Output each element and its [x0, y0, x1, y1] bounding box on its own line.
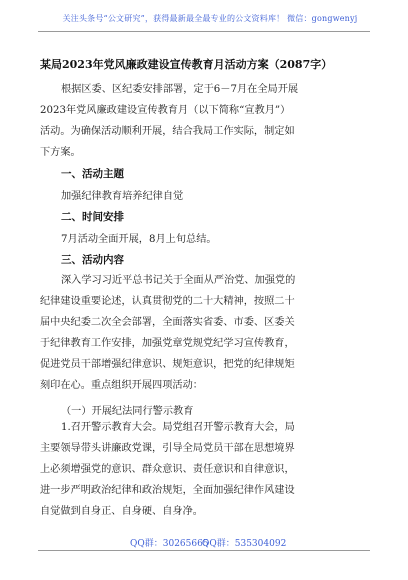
subsection-line: 上必须增强党的意识、群众意识、责任意识和自律意识，	[40, 464, 295, 475]
content-line: 深入学习习近平总书记关于全面从严治党、加强党的	[61, 275, 296, 286]
subsection-heading: （一）开展纪法同行警示教育	[61, 406, 194, 417]
content-paragraph	[40, 270, 372, 396]
footer-qq-group-2: QQ群：535304092	[202, 539, 287, 549]
intro-line: 根据区委、区纪委安排部署，定于6－7月在全局开展	[61, 84, 299, 95]
content-line: 于纪律教育工作安排，加强党章党规党纪学习宣传教育，	[40, 338, 295, 349]
content-line: 促进党员干部增强纪律意识、规矩意识，把党的纪律规矩	[40, 359, 295, 370]
header-banner: 关注头条号“公文研究”，获得最新最全最专业的公文资料库！ 微信：gongwenyj	[62, 14, 358, 23]
footer-qq-group-1: QQ群：30265665	[130, 539, 209, 549]
intro-line: 2023年党风廉政建设宣传教育月（以下简称“宣教月”）	[40, 105, 291, 116]
intro-line: 下方案。	[40, 147, 81, 158]
content-line: 刻印在心。重点组织开展四项活动：	[40, 380, 203, 391]
footer-divider	[38, 550, 370, 551]
intro-line: 活动。为确保活动顺利开展，结合我局工作实际，制定如	[40, 126, 295, 137]
subsection-paragraph	[40, 417, 372, 522]
section-heading-content: 三、活动内容	[61, 254, 124, 266]
subsection-line: 自觉做到自身正、自身硬、自身净。	[40, 506, 203, 517]
subsection-line: 1.召开警示教育大会。局党组召开警示教育大会，局	[61, 422, 295, 433]
intro-paragraph	[40, 79, 372, 163]
document-title: 某局2023年党风廉政建设宣传教育月活动方案（2087字）	[40, 58, 333, 71]
subsection-line: 进一步严明政治纪律和政治规矩，全面加强纪律作风建设	[40, 485, 295, 496]
section-text-schedule: 7月活动全面开展，8月上旬总结。	[61, 234, 217, 245]
content-line: 届中央纪委二次全会部署，全面落实省委、市委、区委关	[40, 317, 295, 328]
section-heading-schedule: 二、时间安排	[61, 211, 124, 223]
section-heading-theme: 一、活动主题	[61, 168, 124, 180]
section-text-theme: 加强纪律教育培养纪律自觉	[61, 191, 184, 202]
content-line: 纪律建设重要论述，认真贯彻党的二十大精神，按照二十	[40, 296, 295, 307]
header-divider	[38, 31, 370, 32]
subsection-line: 主要领导带头讲廉政党课，引导全局党员干部在思想境界	[40, 443, 295, 454]
